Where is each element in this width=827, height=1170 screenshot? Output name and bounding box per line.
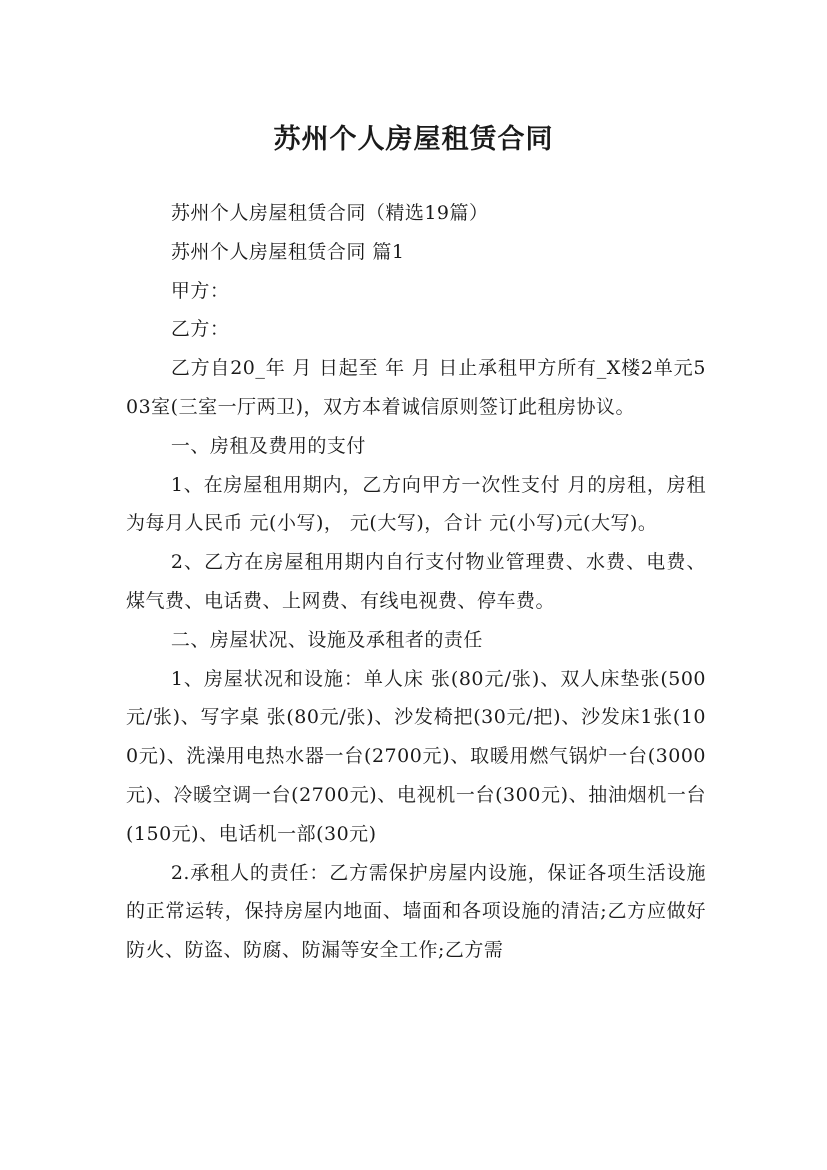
tenant-duty-paragraph: 2.承租人的责任：乙方需保护房屋内设施，保证各项生活设施的正常运转，保持房屋内地面、墙面和各项设施的清洁;乙方应做好防火、防盗、防腐、防漏等安全工作;乙方需 xyxy=(126,861,706,962)
subtitle-paragraph: 苏州个人房屋租赁合同（精选19篇） xyxy=(170,202,489,224)
facilities-paragraph: 1、房屋状况和设施：单人床 张(80元/张)、双人床垫张(500元/张)、写字桌 张(80元/张)、沙发椅把(30元/把)、沙发床1张(100元)、洗澡用电热水器一台(2700元)、取暖用燃气锅炉一台(3000元)、冷暖空调一台(2700元)、电视机一台(300元)、抽油烟机一台(150元)、电话机一部(30元) xyxy=(126,667,706,845)
condition-heading-paragraph: 二、房屋状况、设施及承租者的责任 xyxy=(170,628,483,651)
party-b-paragraph: 乙方： xyxy=(170,318,230,341)
utilities-paragraph: 2、乙方在房屋租用期内自行支付物业管理费、水费、电费、煤气费、电话费、上网费、有线电视费、停车费。 xyxy=(126,551,706,612)
party-a-paragraph: 甲方： xyxy=(170,279,230,302)
rent-payment-paragraph: 1、在房屋租用期内，乙方向甲方一次性支付 月的房租，房租为每月人民币 元(小写)， 元(大写)，合计 元(小写)元(大写)。 xyxy=(126,473,706,535)
document-title: 苏州个人房屋租赁合同 xyxy=(273,124,554,156)
section-heading-paragraph: 苏州个人房屋租赁合同 篇1 xyxy=(170,240,405,263)
rent-heading-paragraph: 一、房租及费用的支付 xyxy=(170,434,366,457)
document-body xyxy=(126,194,706,970)
lease-term-paragraph: 乙方自20_年 月 日起至 年 月 日止承租甲方所有_X楼2单元503室(三室一厅两卫)，双方本着诚信原则签订此租房协议。 xyxy=(126,357,706,418)
